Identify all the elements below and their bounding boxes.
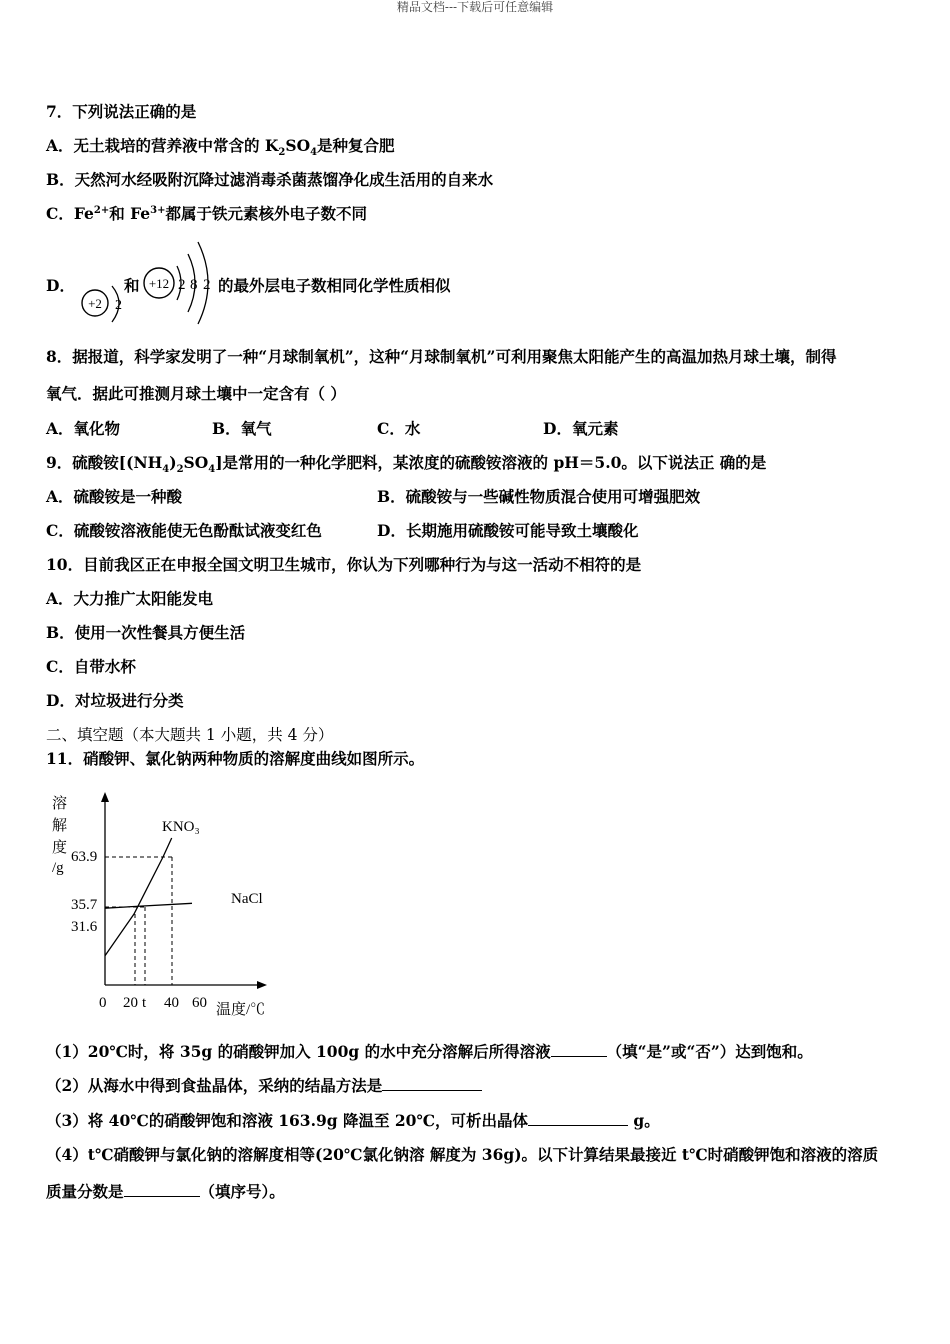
kno3-curve [105,838,172,956]
q8-option-c: C．水 [377,419,421,438]
q10-option-c: C．自带水杯 [46,657,136,676]
atom2-shell-3: 2 [203,277,211,293]
atom2-nucleus: +12 [148,276,170,291]
x-axis-label: 温度/℃ [216,1002,266,1018]
q8-option-a: A．氧化物 [46,419,121,438]
q8-stem-line1: 8．据报道，科学家发明了一种“月球制氧机”，这种“月球制氧机”可利用聚焦太阳能产生的高温加热月球土壤，制得 [46,347,837,366]
helium-atom-diagram [78,282,128,328]
xtick-60: 60 [192,995,207,1011]
answer-blank-4[interactable] [124,1182,200,1197]
q11-part4-line1: （4）t℃硝酸钾与氯化钠的溶解度相等(20℃氯化钠溶 解度为 36g)。以下计算结果最接近 t℃时硝酸钾饱和溶液的溶质 [46,1145,879,1164]
ylabel-char-3: 度 [52,840,68,856]
q9-option-b: B．硫酸铵与一些碱性物质混合使用可增强肥效 [377,487,701,506]
atom2-shell-2: 8 [190,277,198,293]
xtick-t: t [142,995,147,1011]
q10-option-b: B．使用一次性餐具方便生活 [46,623,246,642]
kno3-label: KNO₃ [162,819,200,835]
answer-blank-2[interactable] [382,1076,482,1091]
q9-option-a: A．硫酸铵是一种酸 [46,487,183,506]
q11-part4-line2: 质量分数是 （填序号）。 [46,1182,285,1201]
q7-option-a: A．无土栽培的营养液中常含的 $K_2SO_4$是种复合肥 [46,136,395,159]
q9-stem: 9．硫酸铵$[(NH_4)_2SO_4]$是常用的一种化学肥料，某浓度的硫酸铵溶液的 pH＝5.0。以下说法正 确的是 [46,453,767,476]
q10-stem: 10．目前我区正在申报全国文明卫生城市，你认为下列哪种行为与这一活动不相符的是 [46,555,642,574]
section-2-title: 二、填空题（本大题共 1 小题，共 4 分） [46,726,334,744]
q7-option-c: C．$Fe^{2+}$和 $Fe^{3+}$都属于铁元素核外电子数不同 [46,204,367,223]
nacl-curve [105,903,192,908]
ylabel-char-1: 溶 [52,796,68,812]
q11-part3: （3）将 40℃的硝酸钾饱和溶液 163.9g 降温至 20℃，可析出晶体 g。 [46,1111,660,1130]
q7-option-d-text: 的最外层电子数相同化学性质相似 [218,276,451,295]
q8-option-d: D．氧元素 [543,419,619,438]
magnesium-atom-diagram [140,236,218,330]
q10-option-d: D．对垃圾进行分类 [46,691,184,710]
atom2-shell-1: 2 [178,277,186,293]
q7-option-d-label: D． [46,276,75,295]
nacl-label: NaCl [231,891,263,907]
q7-and-text: 和 [124,276,140,295]
ytick-31-6: 31.6 [71,919,98,935]
answer-blank-1[interactable] [551,1042,607,1057]
q8-stem-line2: 氧气．据此可推测月球土壤中一定含有（ ） [46,384,346,403]
atom1-shell-1: 2 [115,298,122,313]
q7-option-b: B．天然河水经吸附沉降过滤消毒杀菌蒸馏净化成生活用的自来水 [46,170,494,189]
x-axis-arrow [257,981,267,989]
q7-stem: 7．下列说法正确的是 [46,102,197,121]
ylabel-char-4: /g [52,860,64,876]
ytick-35-7: 35.7 [71,897,98,913]
page-header: 精品文档---下载后可任意编辑 [396,0,554,14]
xtick-20: 20 [123,995,138,1011]
q11-stem: 11．硝酸钾、氯化钠两种物质的溶解度曲线如图所示。 [46,749,425,768]
xtick-40: 40 [164,995,179,1011]
ytick-63-9: 63.9 [71,849,98,865]
y-axis-arrow [101,792,109,802]
xtick-0: 0 [99,995,107,1011]
answer-blank-3[interactable] [528,1111,628,1126]
q9-option-c: C．硫酸铵溶液能使无色酚酞试液变红色 [46,521,322,540]
q8-option-b: B．氧气 [212,419,272,438]
q9-option-d: D．长期施用硫酸铵可能导致土壤酸化 [377,521,639,540]
atom1-nucleus: +2 [88,296,102,311]
q11-part1: （1）20℃时，将 35g 的硝酸钾加入 100g 的水中充分溶解后所得溶液 （填“是”或“否”）达到饱和。 [46,1042,813,1061]
q11-part2: （2）从海水中得到食盐晶体，采纳的结晶方法是 [46,1076,482,1096]
solubility-chart [46,790,286,1020]
ylabel-char-2: 解 [52,818,68,834]
q10-option-a: A．大力推广太阳能发电 [46,589,214,608]
